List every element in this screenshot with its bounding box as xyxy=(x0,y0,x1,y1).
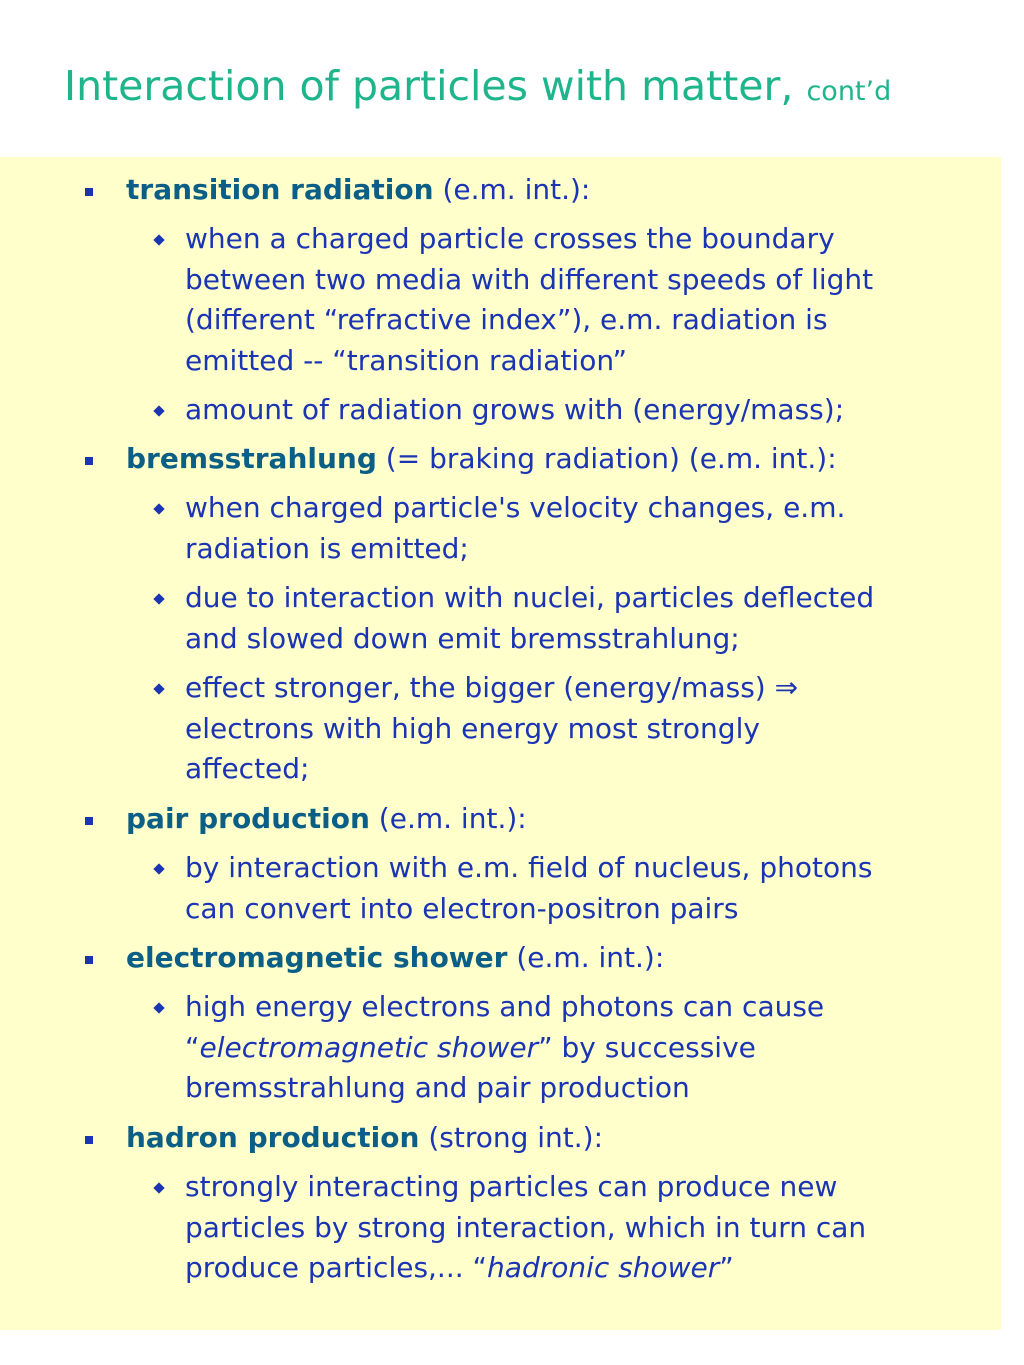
item-qualifier: (e.m. int.): xyxy=(369,802,527,835)
diamond-bullet-icon xyxy=(153,503,164,514)
term: pair production xyxy=(126,802,370,835)
title-contd: cont’d xyxy=(806,76,892,107)
square-bullet-icon xyxy=(85,188,93,196)
term: hadron production xyxy=(126,1121,420,1154)
quote-open: “ xyxy=(185,1030,200,1064)
diamond-bullet-icon xyxy=(153,405,164,416)
square-bullet-icon xyxy=(85,457,93,465)
sub-item-line: radiation is emitted; xyxy=(185,531,469,565)
square-bullet-icon xyxy=(85,817,93,825)
title-main: Interaction of particles with matter, xyxy=(64,62,794,110)
sub-item-line xyxy=(185,1248,866,1289)
sub-item-line xyxy=(185,1028,824,1069)
sub-item-line: (different “refractive index”), e.m. radiation is xyxy=(185,303,828,336)
item-qualifier: (strong int.): xyxy=(419,1121,604,1154)
diamond-bullet-icon xyxy=(153,1182,164,1193)
term: electromagnetic shower xyxy=(126,941,508,974)
diamond-bullet-icon xyxy=(153,683,164,694)
slide-title xyxy=(64,58,891,120)
emphasis: electromagnetic shower xyxy=(199,1030,539,1064)
quote-close: ” xyxy=(719,1251,734,1284)
diamond-bullet-icon xyxy=(153,1002,164,1013)
line-start: produce particles,... “ xyxy=(185,1251,488,1284)
sub-item-line: electrons with high energy most strongly xyxy=(185,711,760,745)
sub-item-line: due to interaction with nuclei, particles deflected xyxy=(185,581,875,614)
term: transition radiation xyxy=(126,173,434,206)
sub-item-line: high energy electrons and photons can cause xyxy=(185,990,825,1023)
sub-item-line: particles by strong interaction, which in turn can xyxy=(185,1210,867,1244)
sub-item-line: affected; xyxy=(185,752,310,785)
line-rest: ” by successive xyxy=(538,1030,756,1064)
diamond-bullet-icon xyxy=(153,234,164,245)
sub-item-line: between two media with different speeds of light xyxy=(185,262,874,296)
sub-item-line: when a charged particle crosses the boundary xyxy=(185,222,835,255)
diamond-bullet-icon xyxy=(153,593,164,604)
sub-item-line: effect stronger, the bigger (energy/mass) ⇒ xyxy=(185,671,799,704)
sub-item-line: when charged particle's velocity changes, e.m. xyxy=(185,491,846,524)
sub-item-line: bremsstrahlung and pair production xyxy=(185,1071,690,1104)
diamond-bullet-icon xyxy=(153,863,164,874)
content-panel xyxy=(0,157,1001,1330)
item-qualifier: (e.m. int.): xyxy=(433,173,591,206)
sub-item-line: amount of radiation grows with (energy/mass); xyxy=(185,393,845,426)
sub-item-line: strongly interacting particles can produce new xyxy=(185,1170,838,1203)
item-qualifier: (= braking radiation) (e.m. int.): xyxy=(376,442,837,475)
square-bullet-icon xyxy=(85,956,93,964)
sub-item-line: and slowed down emit bremsstrahlung; xyxy=(185,621,740,655)
sub-item-line: can convert into electron-positron pairs xyxy=(185,891,739,925)
emphasis: hadronic shower xyxy=(487,1251,720,1284)
square-bullet-icon xyxy=(85,1136,93,1144)
item-qualifier: (e.m. int.): xyxy=(507,941,665,974)
sub-item-line: by interaction with e.m. field of nucleus, photons xyxy=(185,851,873,884)
sub-item-line: emitted -- “transition radiation” xyxy=(185,343,628,377)
term: bremsstrahlung xyxy=(126,442,377,475)
